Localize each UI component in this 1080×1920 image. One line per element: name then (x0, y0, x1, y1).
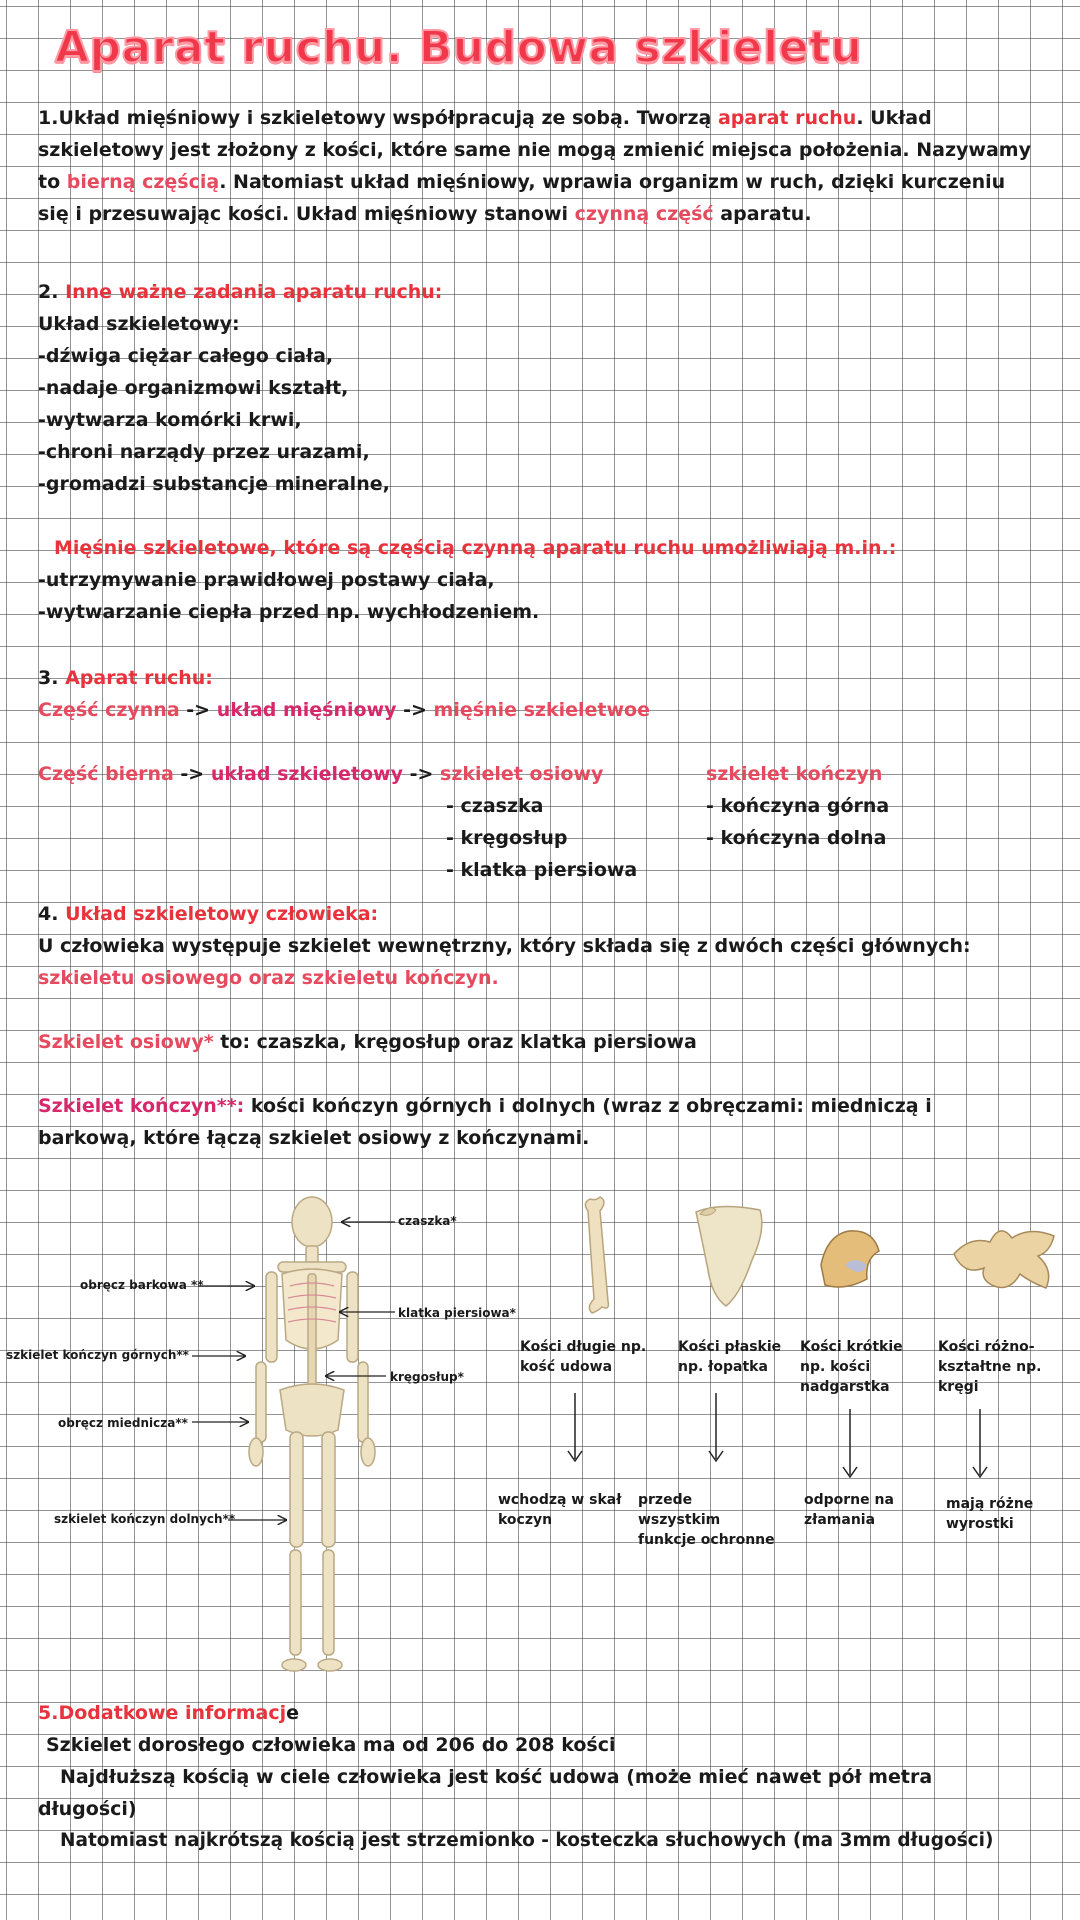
s4-line-2: szkieletu osiowego oraz szkieletu kończyn. (38, 967, 499, 989)
section-4 (38, 898, 1058, 1154)
label-skull: czaszka* (398, 1214, 457, 1228)
axial-item: - czaszka (446, 795, 544, 817)
section-5 (38, 1697, 1078, 1857)
bone-type-flat: Kości płaskie np. łopatka (678, 1339, 782, 1375)
spacer (38, 726, 1038, 758)
s4-heading: 4. Układ szkieletowy człowieka: (38, 903, 379, 925)
s2-muscle-item: -utrzymywanie prawidłowej postawy ciała, (38, 569, 495, 591)
bone-fn-short: odporne na złamania (804, 1492, 894, 1528)
section-1 (38, 102, 1058, 230)
s2-item: -wytwarza komórki krwi, (38, 409, 302, 431)
s2-item: -nadaje organizmowi kształt, (38, 377, 349, 399)
s2-item: -chroni narządy przez urazami, (38, 441, 370, 463)
label-spine: kręgosłup* (390, 1370, 464, 1384)
s3-passive-block (38, 758, 1038, 886)
skeleton-arrows (0, 1190, 420, 1550)
s2-sub: Układ szkieletowy: (38, 313, 240, 335)
s3-active-row: Część czynna -> układ mięśniowy -> mięśnie szkieletwoe (38, 699, 650, 721)
s2-heading: 2. Inne ważne zadania aparatu ruchu: (38, 281, 443, 303)
short-bone-icon (815, 1225, 885, 1295)
limb-item: - kończyna górna (706, 795, 890, 817)
s1-line-3: to bierną częścią. Natomiast układ mięśniowy, wprawia organizm w ruch, dzięki kurczeniu (38, 171, 1006, 193)
bone-type-irregular: Kości różno-kształtne np. kręgi (938, 1339, 1042, 1395)
bone-fn-flat: przede wszystkim funkcje ochronne (638, 1492, 775, 1548)
s3-heading: 3. Aparat ruchu: (38, 667, 213, 689)
spacer (38, 994, 1058, 1026)
s1-line-1: 1.Układ mięśniowy i szkieletowy współpracują ze sobą. Tworzą aparat ruchu. Układ (38, 107, 932, 129)
limb-item: - kończyna dolna (706, 827, 887, 849)
irregular-bone-icon (950, 1218, 1060, 1300)
s4-axial: Szkielet osiowy* to: czaszka, kręgosłup oraz klatka piersiowa (38, 1031, 697, 1053)
s5-line-3: długości) (38, 1798, 137, 1820)
s2-muscle-heading: Mięśnie szkieletowe, które są częścią czynną aparatu ruchu umożliwiają m.in.: (54, 537, 897, 559)
bone-fn-irregular: mają różne wyrostki (946, 1496, 1034, 1532)
label-lower-limb: szkielet kończyn dolnych** (54, 1512, 236, 1526)
s3-limb-list (706, 758, 889, 854)
s4-limb: Szkielet kończyn**: kości kończyn górnych i dolnych (wraz z obręczami: miedniczą i (38, 1095, 932, 1117)
section-2 (38, 276, 896, 628)
label-upper-limb: szkielet kończyn górnych** (6, 1348, 189, 1362)
spacer (38, 500, 896, 532)
page-title: Aparat ruchu. Budowa szkieletu (55, 22, 863, 73)
s5-heading: 5.Dodatkowe informacje (38, 1702, 300, 1724)
s2-item: -dźwiga ciężar całego ciała, (38, 345, 334, 367)
s3-axial-list (446, 790, 637, 886)
section-3 (38, 662, 1038, 886)
limb-heading: szkielet kończyn (706, 763, 883, 785)
s3-passive-row: Część bierna -> układ szkieletowy -> szkielet osiowy (38, 763, 604, 785)
s5-line-1: Szkielet dorosłego człowieka ma od 206 do 208 kości (46, 1734, 616, 1756)
bone-function-arrows (500, 1385, 1000, 1485)
s1-line-4: się i przesuwając kości. Układ mięśniowy stanowi czynną część aparatu. (38, 203, 812, 225)
long-bone-icon (580, 1195, 614, 1315)
s2-muscle-item: -wytwarzanie ciepła przed np. wychłodzeniem. (38, 601, 540, 623)
s2-item: -gromadzi substancje mineralne, (38, 473, 390, 495)
label-pelvic-girdle: obręcz miednicza** (58, 1416, 188, 1430)
label-chest: klatka piersiowa* (398, 1306, 516, 1320)
bone-type-long: Kości długie np. kość udowa (520, 1339, 647, 1375)
label-shoulder-girdle: obręcz barkowa ** (80, 1278, 204, 1292)
spacer (38, 1058, 1058, 1090)
bone-fn-long: wchodzą w skał koczyn (498, 1492, 622, 1528)
flat-bone-icon (690, 1200, 770, 1310)
axial-item: - klatka piersiowa (446, 859, 638, 881)
axial-item: - kręgosłup (446, 827, 568, 849)
s5-line-4: Natomiast najkrótszą kością jest strzemionko - kosteczka słuchowych (ma 3mm długości) (60, 1830, 994, 1851)
s4-limb-2: barkową, które łączą szkielet osiowy z kończynami. (38, 1127, 590, 1149)
s5-line-2: Najdłuższą kością w ciele człowieka jest kość udowa (może mieć nawet pół metra (60, 1766, 933, 1788)
bone-type-short: Kości krótkie np. kości nadgarstka (800, 1339, 903, 1395)
s1-line-2: szkieletowy jest złożony z kości, które same nie mogą zmienić miejsca położenia. Nazywamy (38, 139, 1031, 161)
s4-line-1: U człowieka występuje szkielet wewnętrzny, który składa się z dwóch części głównych: (38, 935, 971, 957)
